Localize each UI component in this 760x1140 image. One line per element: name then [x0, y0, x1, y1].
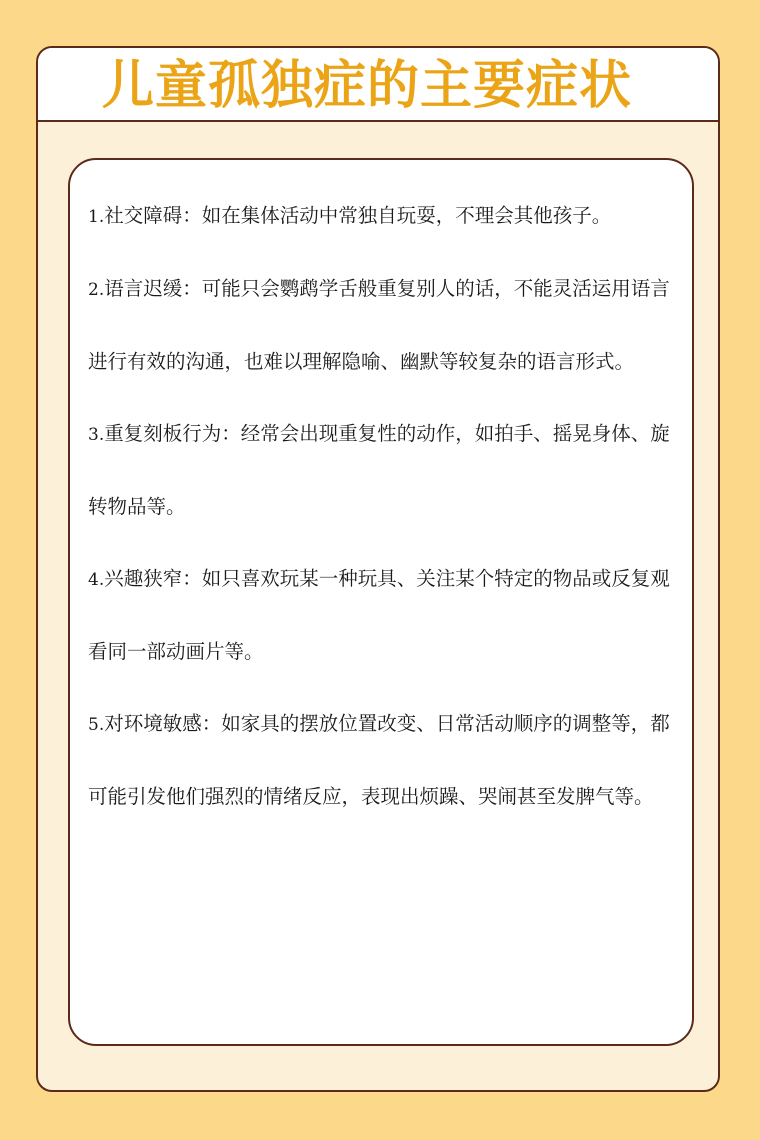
item-text: 重复刻板行为：经常会出现重复性的动作，如拍手、摇晃身体、旋转物品等。	[88, 422, 670, 518]
item-text: 社交障碍：如在集体活动中常独自玩耍，不理会其他孩子。	[104, 204, 612, 227]
symptom-item-sensitivity	[88, 688, 670, 833]
title-banner	[38, 48, 718, 122]
item-number: 1.	[88, 207, 105, 227]
symptom-item-social	[88, 180, 670, 253]
item-number: 5.	[88, 715, 105, 735]
symptom-item-interests	[88, 543, 670, 688]
page-title: 儿童孤独症的主要症状	[102, 56, 633, 116]
symptoms-card	[36, 46, 720, 1092]
item-number: 4.	[88, 570, 105, 590]
item-text: 对环境敏感：如家具的摆放位置改变、日常活动顺序的调整等，都可能引发他们强烈的情绪反应，表现出烦躁、哭闹甚至发脾气等。	[88, 712, 670, 808]
symptom-list-panel	[68, 158, 694, 1046]
symptom-item-repetitive	[88, 398, 670, 543]
symptom-item-language	[88, 253, 670, 398]
item-number: 2.	[88, 280, 105, 300]
item-text: 兴趣狭窄：如只喜欢玩某一种玩具、关注某个特定的物品或反复观看同一部动画片等。	[88, 567, 670, 663]
item-number: 3.	[88, 425, 105, 445]
item-text: 语言迟缓：可能只会鹦鹉学舌般重复别人的话，不能灵活运用语言进行有效的沟通，也难以理解隐喻、幽默等较复杂的语言形式。	[88, 277, 670, 373]
